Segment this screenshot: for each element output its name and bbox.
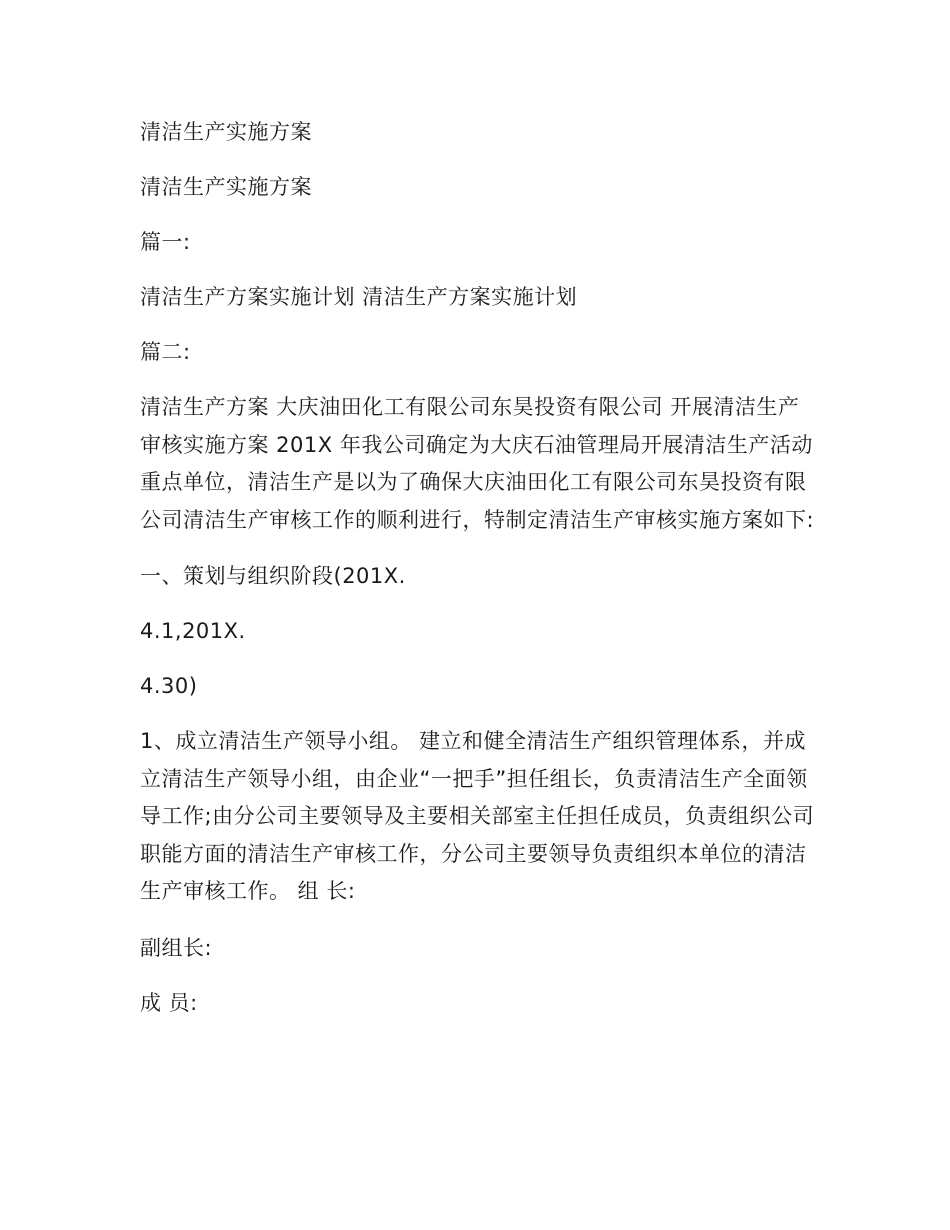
section-heading-part-two: 篇二:: [140, 340, 191, 364]
document-subtitle: 清洁生产实施方案: [140, 175, 312, 199]
section-heading-part-one: 篇一:: [140, 230, 191, 254]
document-title: 清洁生产实施方案: [140, 120, 312, 144]
paragraph-date-end: 4.30): [140, 674, 198, 698]
paragraph-plan-title: 清洁生产方案实施计划 清洁生产方案实施计划: [140, 285, 578, 309]
paragraph-deputy-leader: 副组长:: [140, 935, 213, 960]
paragraph-date-start: 4.1,201X.: [140, 619, 246, 643]
paragraph-leadership-group: 1、成立清洁生产领导小组。 建立和健全清洁生产组织管理体系，并成立清洁生产领导小组，由企业“一把手”担任组长，负责清洁生产全面领导工作;由分公司主要领导及主要相关部室主任担任成员，负责组织公司职能方面的清洁生产审核工作，分公司主要领导负责组织本单位的清洁生产审核工作。 组 长:: [140, 729, 815, 903]
paragraph-members: 成 员:: [140, 990, 198, 1015]
document-body: [140, 114, 820, 1040]
section-heading-stage-one: 一、策划与组织阶段(201X.: [140, 564, 406, 588]
paragraph-introduction: 清洁生产方案 大庆油田化工有限公司东昊投资有限公司 开展清洁生产审核实施方案 201X 年我公司确定为大庆石油管理局开展清洁生产活动重点单位，清洁生产是以为了确保大庆油田化工有限公司东昊投资有限公司清洁生产审核工作的顺利进行，特制定清洁生产审核实施方案如下:: [140, 395, 815, 532]
